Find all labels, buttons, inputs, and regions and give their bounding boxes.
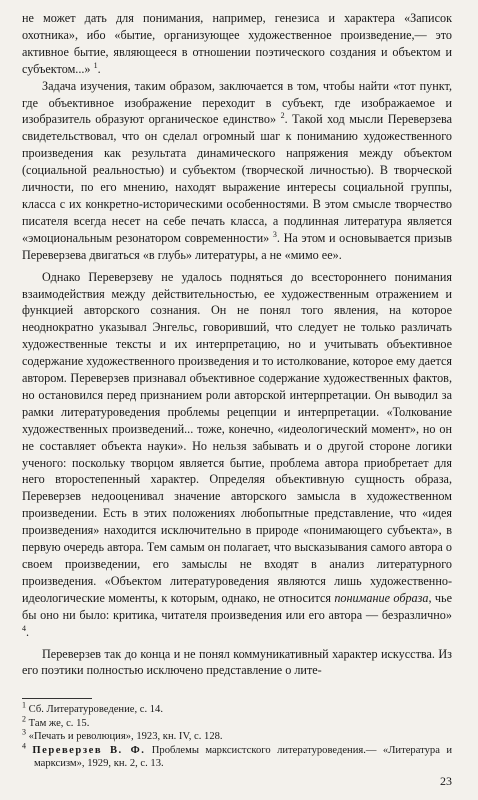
text-run: не может дать для понимания, например, генезиса и характера «Записок охотника», ибо «бытие, организующее художественное произведение,— это активное бытие, являющееся в отношении поэтического создания и объектом и субъектом...» — [22, 11, 452, 76]
footnote-list — [22, 700, 452, 771]
footnote-number: 1 — [22, 700, 26, 710]
text-run: . — [26, 624, 30, 639]
emphasis-text: понимание образа — [334, 590, 429, 605]
footnote-ref: 2 — [280, 111, 285, 121]
footnote-text: Там же, с. 15. — [28, 717, 90, 729]
footnote-number: 2 — [22, 714, 26, 724]
footnote-ref: 4 — [22, 623, 26, 633]
paragraph-p3 — [22, 269, 452, 641]
footnote-number: 3 — [22, 727, 26, 737]
text-run: Переверзев так до конца и не понял коммуникативный характер искусства. Из его поэтики полностью исключено представление о лите- — [22, 646, 452, 678]
paragraph-p2 — [22, 78, 452, 264]
text-run: Однако Переверзеву не удалось подняться до всестороннего понимания взаимодействия между действительностью, ее художественным отражением и функцией авторского сознания. Он не понял того явления, на которое неоднократно указывал Энгельс, говоривший, что следует не только различать художественные тексты и их интерпретацию, но и учитывать объективное содержание художественного произведения и то истолкование, которое ему дается автором. Переверзев признавал объективное содержание художественных фактов, но остановился перед признанием роли авторской интерпретации. Он выводил за рамки литературоведения проблемы рецепции и интерпретации. «Толкование художественных произведений... тоже, конечно, «идеологический момент», но он не составляет объекта науки». Но нельзя забывать и о другой стороне логики ученого: поскольку творцом является бытие, проблема автора приобретает для него второстепенный характер. Определяя объективную сущность образа, Переверзев недооценивал значение авторского замысла в художественном произведении. Есть в этих положениях любопытные представление, что «идея произведения» находится исключительно в природе «понимающего субъекта», в первую очередь автора. Тем самым он полагает, что высказывания самого автора о своем произведении, его замыслы не входят в анализ литературного произведения. «Объектом литературоведения являются лишь художественно-идеологические моменты, к которым, однако, не относится — [22, 269, 452, 605]
footnote-ref: 3 — [272, 229, 277, 239]
footnote-2 — [22, 714, 452, 731]
footnote-ref: 1 — [93, 60, 98, 70]
footnote-number: 4 — [22, 741, 26, 751]
footnote-4 — [22, 741, 452, 771]
text-run: . — [97, 61, 101, 76]
footnote-text: Проблемы марксистского литературоведения.— «Литература и марксизм», 1929, кн. 2, с. 13. — [34, 744, 452, 770]
footnote-3 — [22, 727, 452, 744]
footnote-author: Переверзев В. Ф. — [32, 744, 146, 756]
footnote-text: «Печать и революция», 1923, кн. IV, с. 128. — [28, 731, 223, 743]
text-run: . Такой ход мысли Переверзева свидетельствовал, что он сделал огромный шаг к пониманию художественного произведения как результата динамического напряжения между объектом (социальной реальностью) и субъектом (творческой личностью). В творческой личности, по его мнению, находят выражение интересы социальной группы, класса с их конкретно-историческими особенностями. В этом смысле творчество писателя всегда несет на себе печать класса, а подлинная литература является «эмоциональным резонатором современности» — [22, 112, 452, 245]
footnotes — [22, 698, 452, 771]
text-run: . На этом и основывается призыв Переверзева двигаться «в глубь» литературы, а не «мимо ее». — [22, 230, 452, 262]
footnote-rule — [22, 698, 92, 699]
paragraph-p4 — [22, 646, 452, 680]
footnote-1 — [22, 700, 452, 717]
text-run: Задача изучения, таким образом, заключается в том, чтобы найти «тот пункт, где объективное изображение переходит в субъект, где изображаемое и изобразитель образуют органическое единство» — [22, 78, 452, 127]
body-text — [22, 10, 452, 679]
text-run: , чье бы оно ни было: критика, читателя произведения или его автора — безразлично» — [22, 590, 452, 622]
paragraph-p1 — [22, 10, 452, 78]
page-number: 23 — [440, 774, 452, 788]
footnote-text: Сб. Литературоведение, с. 14. — [28, 704, 164, 715]
